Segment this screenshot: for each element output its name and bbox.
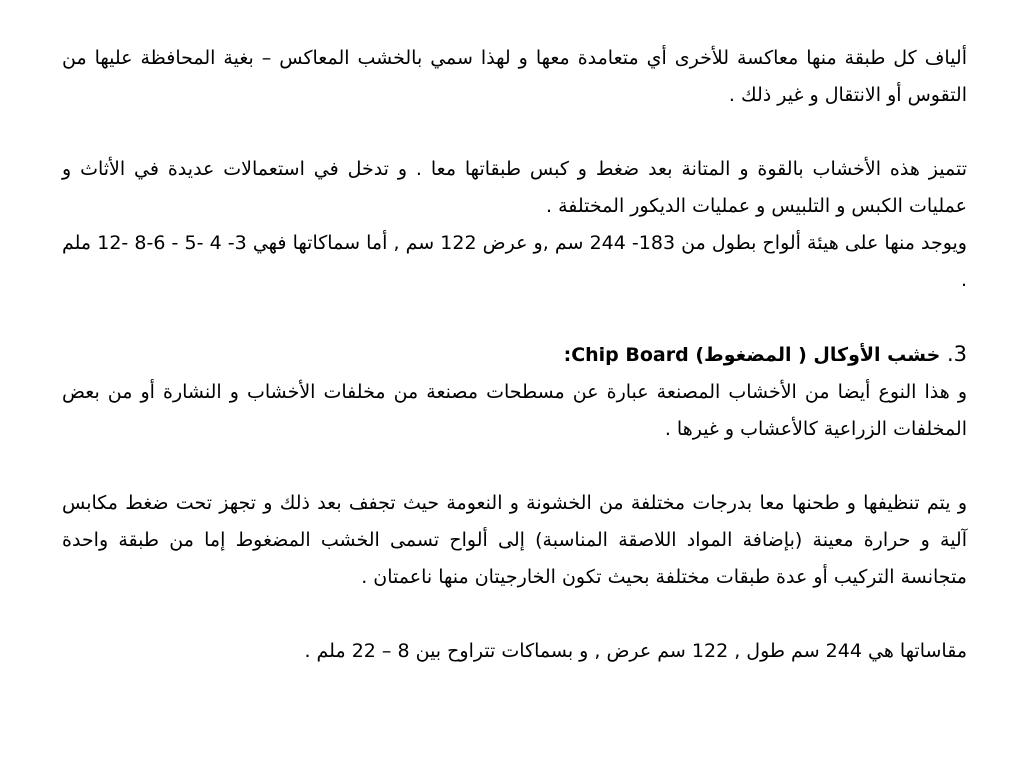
paragraph-chipboard-process: و يتم تنظيفها و طحنها معا بدرجات مختلفة من الخشونة و النعومة حيث تجفف بعد ذلك و تجهز تحت ضغط مكابس آلية و حرارة معينة (بإضافة المواد اللاصقة المناسبة) إلى ألواح تسمى الخشب المضغوط إما من طبقة واحدة متجانسة التركيب أو عدة طبقات مختلفة بحيث تكون الخارجيتان منها ناعمتان . xyxy=(62,492,967,588)
spacer xyxy=(62,114,967,151)
spacer xyxy=(62,299,967,336)
heading-english-title: Chip Board xyxy=(571,344,689,366)
paragraph-plywood-strength: تتميز هذه الأخشاب بالقوة و المتانة بعد ضغط و كبس طبقاتها معا . و تدخل في استعمالات عديدة في الأثاث و عمليات الكبس و التلبيس و عمليات الديكور المختلفة . xyxy=(62,158,967,217)
heading-colon: : xyxy=(563,344,572,366)
section-heading-chip-board xyxy=(62,336,967,374)
paragraph-chipboard-sizes: مقاساتها هي 244 سم طول , 122 سم عرض , و بسماكات تتراوح بين 8 – 22 ملم . xyxy=(304,640,967,662)
heading-arabic-title: خشب الأوكال ( المضغوط) xyxy=(695,344,941,366)
paragraph-plywood-sizes: ويوجد منها على هيئة ألواح بطول من 183- 244 سم ,و عرض 122 سم , أما سماكاتها فهي 3- 4 -5 - 6-8 -12 ملم . xyxy=(62,232,967,291)
paragraph-plywood-fibers: ألياف كل طبقة منها معاكسة للأخرى أي متعامدة معها و لهذا سمي بالخشب المعاكس – بغية المحافظة عليها من التقوس أو الانتقال و غير ذلك . xyxy=(62,47,967,106)
paragraph-chipboard-definition: و هذا النوع أيضا من الأخشاب المصنعة عبارة عن مسطحات مصنعة من مخلفات الأخشاب و النشارة أو من بعض المخلفات الزراعية كالأعشاب و غيرها . xyxy=(62,381,967,440)
heading-number: 3. xyxy=(946,342,967,366)
spacer xyxy=(62,596,967,633)
spacer xyxy=(62,448,967,485)
slide-body xyxy=(62,40,967,670)
